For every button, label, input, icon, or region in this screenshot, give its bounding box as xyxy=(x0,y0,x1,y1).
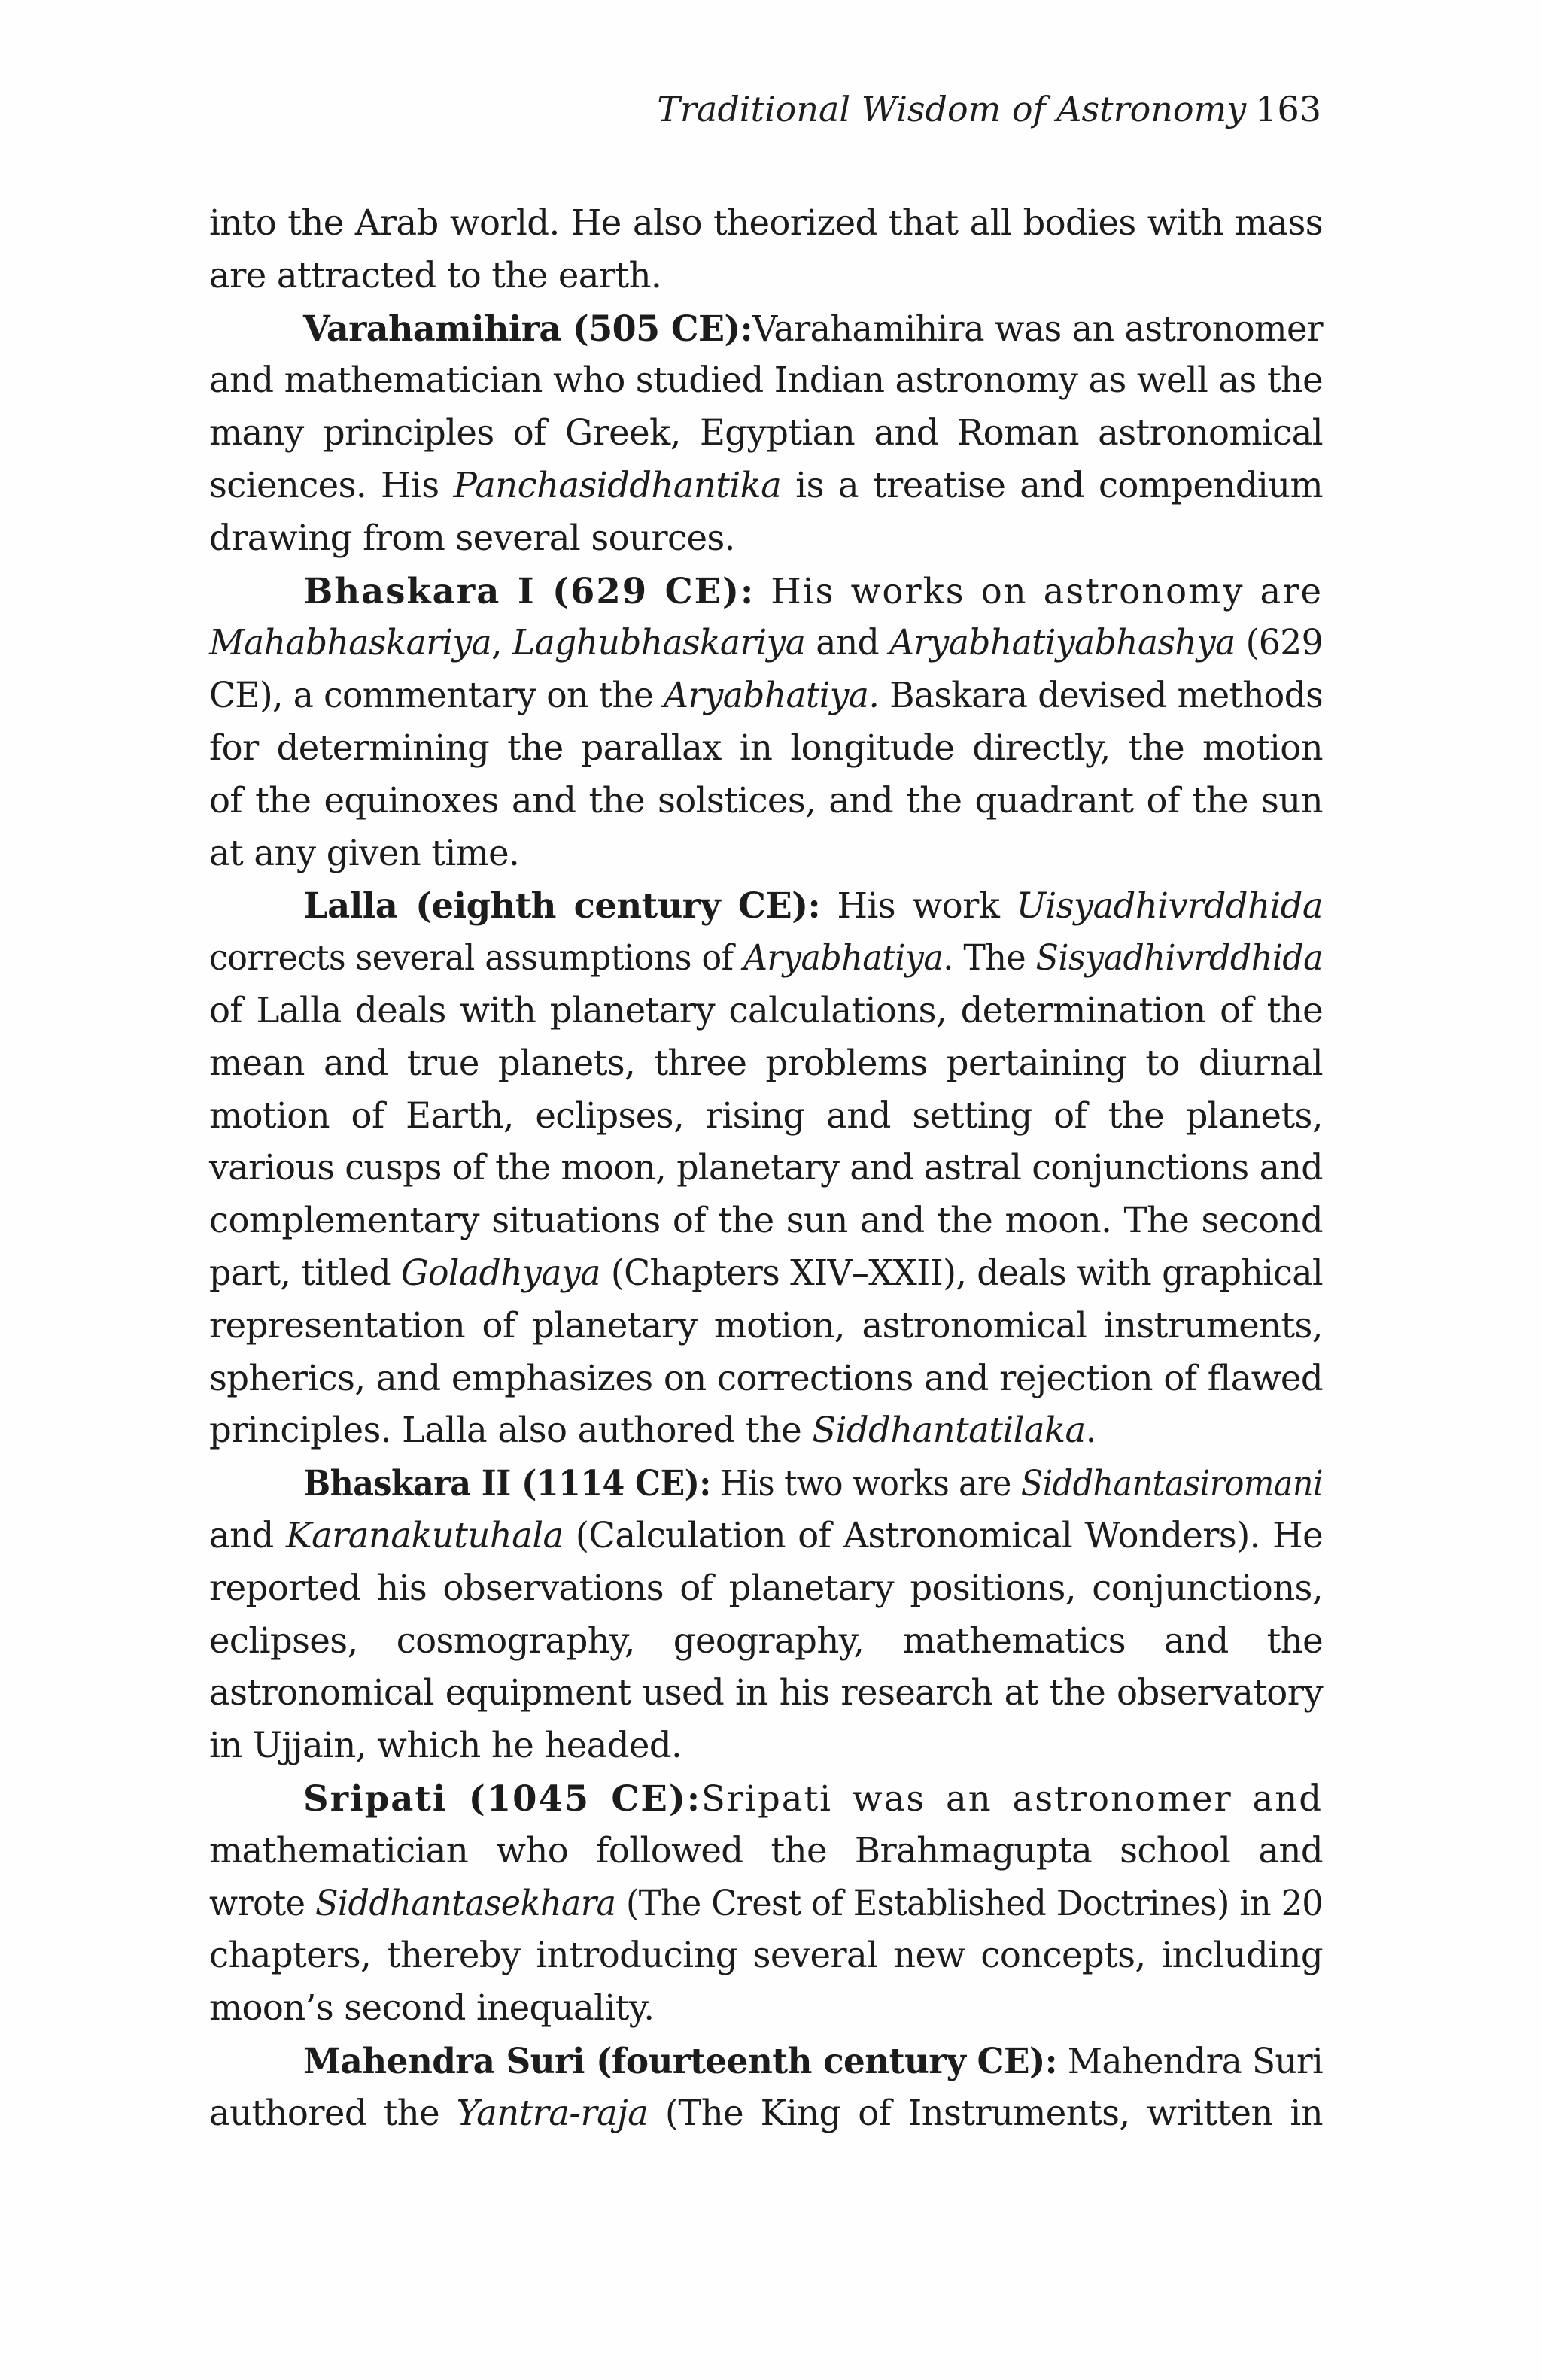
text-line: in Ujjain, which he headed. xyxy=(209,1725,682,1766)
entry-heading: Bhaskara II (1114 CE): xyxy=(303,1462,711,1504)
section-lalla: Lalla (eighth century CE): His work Uisyadhivrddhida xyxy=(303,885,1323,927)
work-title: Siddhantasekhara xyxy=(315,1882,616,1923)
text-line: for determining the parallax in longitude directly, the motion xyxy=(209,727,1323,768)
entry-heading: Varahamihira (505 CE): xyxy=(303,307,752,349)
running-head xyxy=(657,89,1321,129)
entry-heading: Bhaskara I (629 CE): xyxy=(303,569,755,612)
text-line: are attracted to the earth. xyxy=(209,254,662,296)
text-line: motion of Earth, eclipses, rising and setting of the planets, xyxy=(209,1094,1323,1136)
work-title: Siddhantasiromani xyxy=(1020,1463,1323,1504)
text-line: reported his observations of planetary positions, conjunctions, xyxy=(209,1567,1323,1608)
text-line: part, titled Goladhyaya (Chapters XIV–XXII), deals with graphical xyxy=(209,1252,1323,1293)
body-text xyxy=(209,197,1323,2139)
text-line: astronomical equipment used in his research at the observatory xyxy=(209,1672,1323,1714)
text-line: of Lalla deals with planetary calculations, determination of the xyxy=(209,989,1323,1031)
text-line: eclipses, cosmography, geography, mathematics and the xyxy=(209,1620,1323,1661)
running-head-title: Traditional Wisdom of Astronomy xyxy=(657,89,1247,129)
entry-heading: Sripati (1045 CE): xyxy=(303,1777,701,1819)
text-line: representation of planetary motion, astronomical instruments, xyxy=(209,1304,1323,1346)
section-bhaskara-ii: Bhaskara II (1114 CE): His two works are Siddhantasiromani xyxy=(303,1462,1323,1504)
work-title: Goladhyaya xyxy=(401,1252,600,1293)
text-line: principles. Lalla also authored the Siddhantatilaka. xyxy=(209,1410,1096,1451)
work-title: Karanakutuhala xyxy=(285,1514,564,1556)
text-line: mean and true planets, three problems pertaining to diurnal xyxy=(209,1042,1323,1083)
text-line: authored the Yantra-raja (The King of Instruments, written in xyxy=(209,2092,1323,2133)
text-line: Mahabhaskariya, Laghubhaskariya and Aryabhatiyabhashya (629 xyxy=(209,622,1323,663)
page-number: 163 xyxy=(1255,89,1321,129)
entry-heading: Lalla (eighth century CE): xyxy=(303,885,821,927)
work-title: Siddhantatilaka xyxy=(812,1410,1086,1451)
work-title: Aryabhatiya. xyxy=(664,675,880,716)
text-line: corrects several assumptions of Aryabhatiya. The Sisyadhivrddhida xyxy=(209,937,1323,979)
text-line: spherics, and emphasizes on corrections and rejection of flawed xyxy=(209,1357,1323,1398)
entry-heading: Mahendra Suri (fourteenth century CE): xyxy=(303,2039,1057,2081)
text-line: many principles of Greek, Egyptian and Roman astronomical xyxy=(209,412,1323,454)
work-title: Sisyadhivrddhida xyxy=(1035,937,1323,979)
text-line: wrote Siddhantasekhara (The Crest of Established Doctrines) in 20 xyxy=(209,1882,1323,1923)
text-line: sciences. His Panchasiddhantika is a treatise and compendium xyxy=(209,464,1323,505)
work-title: Panchasiddhantika xyxy=(453,464,782,505)
text-line: at any given time. xyxy=(209,832,520,873)
text-line: into the Arab world. He also theorized that all bodies with mass xyxy=(209,202,1323,243)
work-title: Uisyadhivrddhida xyxy=(1016,885,1323,927)
text-line: chapters, thereby introducing several new concepts, including xyxy=(209,1935,1323,1976)
work-title: Aryabhatiya xyxy=(743,937,944,979)
section-bhaskara-i: Bhaskara I (629 CE): His works on astronomy are xyxy=(303,569,1323,612)
work-title: Laghubhaskariya xyxy=(512,622,806,663)
text-line: CE), a commentary on the Aryabhatiya. Baskara devised methods xyxy=(209,675,1323,716)
text-line: of the equinoxes and the solstices, and the quadrant of the sun xyxy=(209,779,1323,821)
work-title: Yantra-raja xyxy=(456,2092,649,2133)
work-title: Mahabhaskariya xyxy=(209,622,492,663)
work-title: Aryabhatiyabhashya xyxy=(889,622,1236,663)
text-line: drawing from several sources. xyxy=(209,517,735,558)
text-line: moon’s second inequality. xyxy=(209,1987,655,2029)
text-line: and Karanakutuhala (Calculation of Astronomical Wonders). He xyxy=(209,1514,1323,1556)
text-line: and mathematician who studied Indian astronomy as well as the xyxy=(209,360,1323,401)
text-line: mathematician who followed the Brahmagupta school and xyxy=(209,1829,1323,1871)
text-line: various cusps of the moon, planetary and astral conjunctions and xyxy=(209,1147,1323,1188)
section-sripati: Sripati (1045 CE):Sripati was an astronomer and xyxy=(303,1777,1323,1819)
section-varahamihira: Varahamihira (505 CE):Varahamihira was an astronomer xyxy=(303,307,1323,349)
section-mahendra-suri: Mahendra Suri (fourteenth century CE): Mahendra Suri xyxy=(303,2039,1323,2081)
text-line: complementary situations of the sun and the moon. The second xyxy=(209,1200,1323,1241)
